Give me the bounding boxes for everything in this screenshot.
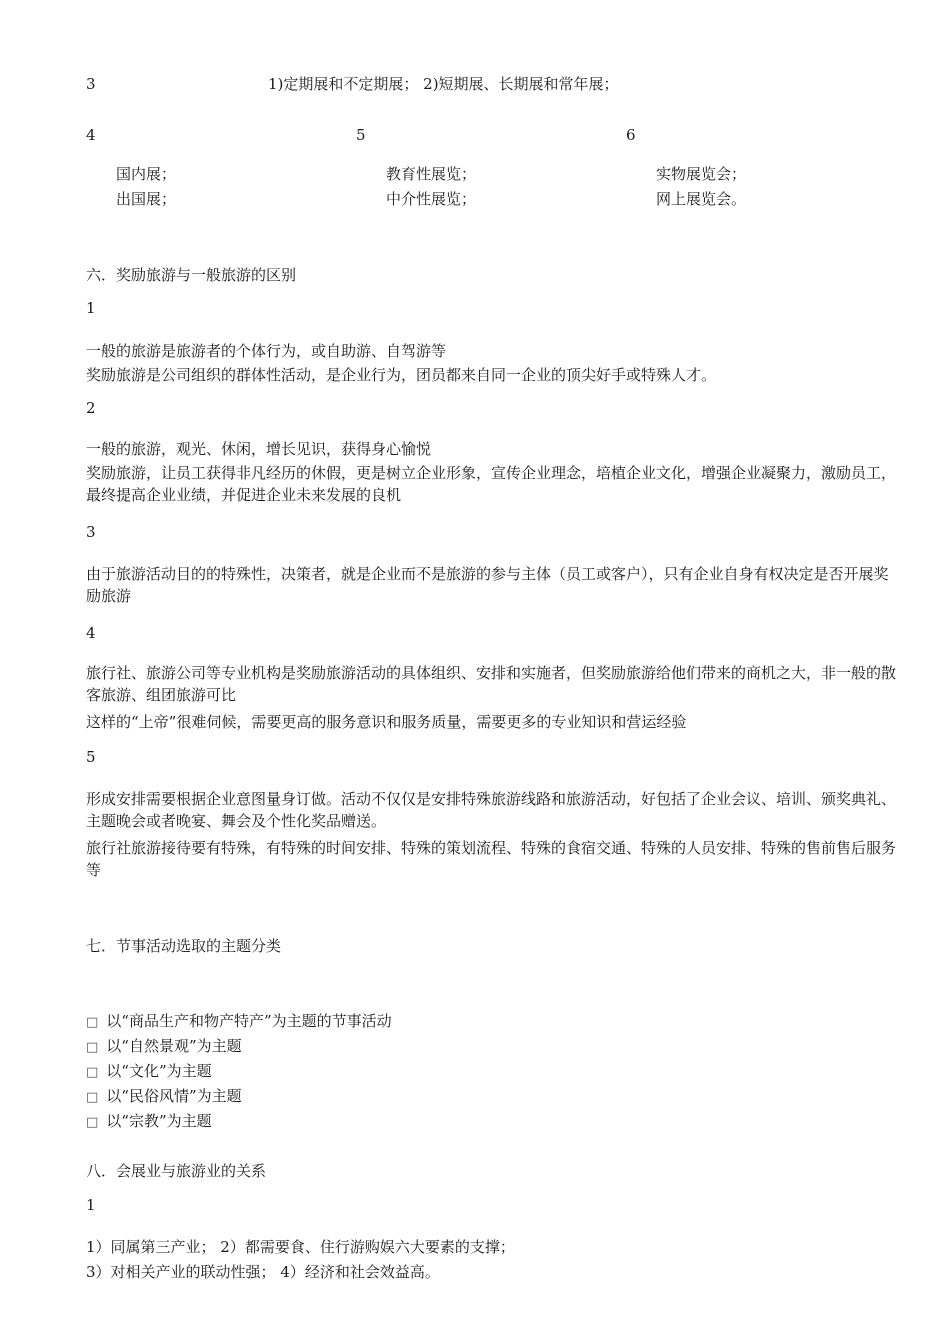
section-6-item-number: 5 — [86, 748, 96, 766]
exhibition-type-overseas: 出国展； — [116, 190, 177, 208]
section-8-line-1: 1）同属第三产业； 2）都需要食、住行游购娱六大要素的支撑； — [86, 1238, 515, 1256]
item-number-4: 4 — [86, 126, 96, 144]
theme-list-item-label: 以“自然景观”为主题 — [106, 1037, 242, 1055]
section-6-item-number: 4 — [86, 624, 96, 642]
section-7-heading: 七．节事活动选取的主题分类 — [86, 937, 282, 955]
section-6-item-number: 2 — [86, 399, 96, 417]
theme-list-item — [86, 1085, 242, 1109]
checkbox-bullet-icon: □ — [86, 1065, 99, 1080]
theme-list-item — [86, 1035, 242, 1059]
theme-list-item — [86, 1060, 212, 1084]
item-number-5: 5 — [356, 126, 366, 144]
checkbox-bullet-icon: □ — [86, 1090, 99, 1105]
item-number-3: 3 — [86, 75, 96, 93]
exhibition-type-intermediary: 中介性展览； — [386, 190, 477, 208]
theme-list-item-label: 以“民俗风情”为主题 — [106, 1087, 242, 1105]
section-6-heading: 六．奖励旅游与一般旅游的区别 — [86, 266, 297, 284]
exhibition-type-domestic: 国内展； — [116, 165, 177, 183]
theme-list-item-label: 以“文化”为主题 — [106, 1062, 212, 1080]
section-6-item-number: 3 — [86, 523, 96, 541]
section-6-item-4-line-1: 旅行社、旅游公司等专业机构是奖励旅游活动的具体组织、安排和实施者，但奖励旅游给他们带来的商机之大，非一般的散客旅游、组团旅游可比 — [86, 664, 897, 704]
exhibition-type-educational: 教育性展览； — [386, 165, 477, 183]
checkbox-bullet-icon: □ — [86, 1040, 99, 1055]
theme-list-item-label: 以“商品生产和物产特产”为主题的节事活动 — [106, 1012, 392, 1030]
section-6-item-4-line-2: 这样的“上帝”很难伺候，需要更高的服务意识和服务质量，需要更多的专业知识和营运经验 — [86, 713, 687, 731]
section-6-item-2-line-2: 奖励旅游，让员工获得非凡经历的休假，更是树立企业形象，宣传企业理念，培植企业文化，增强企业凝聚力，激励员工，最终提高企业业绩，并促进企业未来发展的良机 — [86, 464, 897, 504]
section-6-item-1-line-2: 奖励旅游是公司组织的群体性活动，是企业行为，团员都来自同一企业的顶尖好手或特殊人才。 — [86, 366, 717, 384]
section-6-item-1-line-1: 一般的旅游是旅游者的个体行为，或自助游、自驾游等 — [86, 342, 447, 360]
checkbox-bullet-icon: □ — [86, 1015, 99, 1030]
exhibition-duration-types: 1)定期展和不定期展； 2)短期展、长期展和常年展； — [268, 75, 619, 93]
section-6-item-number: 1 — [86, 299, 96, 317]
section-8-heading: 八．会展业与旅游业的关系 — [86, 1162, 267, 1180]
theme-list-item-label: 以“宗教”为主题 — [106, 1112, 212, 1130]
section-6-item-3-line-1: 由于旅游活动目的的特殊性，决策者，就是企业而不是旅游的参与主体（员工或客户），只有企业自身有权决定是否开展奖励旅游 — [86, 565, 889, 605]
item-number-6: 6 — [626, 126, 636, 144]
theme-list-item — [86, 1010, 392, 1034]
section-8-line-2: 3）对相关产业的联动性强； 4）经济和社会效益高。 — [86, 1263, 440, 1281]
section-6-item-5-line-2: 旅行社旅游接待要有特殊，有特殊的时间安排、特殊的策划流程、特殊的食宿交通、特殊的人员安排、特殊的售前售后服务等 — [86, 839, 897, 879]
section-6-item-5-line-1: 形成安排需要根据企业意图量身订做。活动不仅仅是安排特殊旅游线路和旅游活动，好包括了企业会议、培训、颁奖典礼、主题晚会或者晚宴、舞会及个性化奖品赠送。 — [86, 790, 897, 830]
exhibition-type-online: 网上展览会。 — [656, 190, 747, 208]
section-8-item-number: 1 — [86, 1196, 96, 1214]
exhibition-type-physical: 实物展览会； — [656, 165, 747, 183]
section-6-item-2-line-1: 一般的旅游，观光、休闲，增长见识，获得身心愉悦 — [86, 440, 432, 458]
checkbox-bullet-icon: □ — [86, 1115, 99, 1130]
theme-list-item — [86, 1110, 212, 1134]
